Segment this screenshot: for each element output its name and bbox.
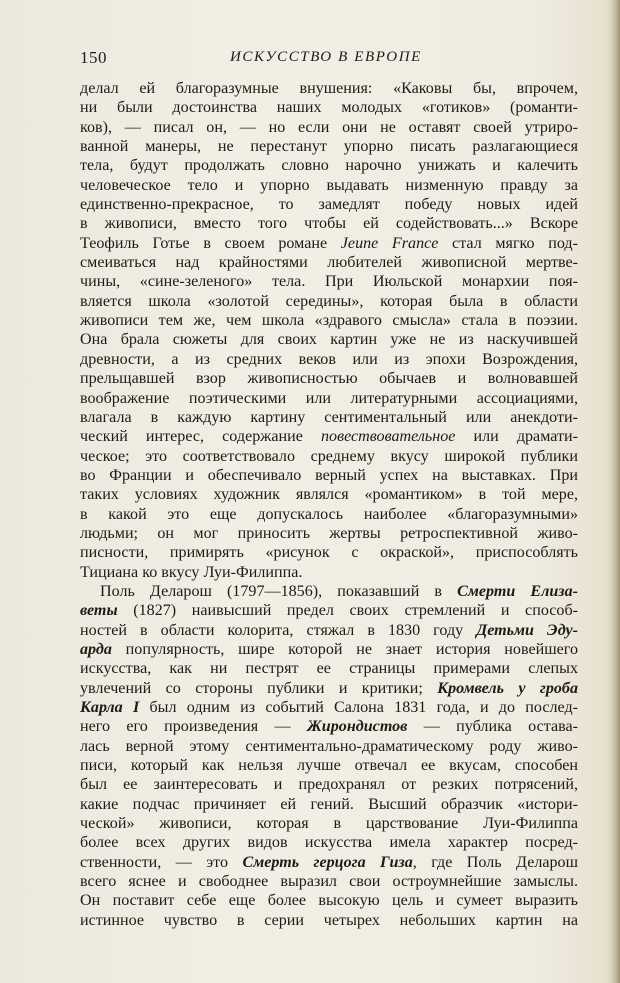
text-run: ческой» живописи, которая в царствование Луи-Филиппа: [80, 815, 578, 833]
text-line: [80, 408, 578, 427]
text-run: таких условиях художник являлся «романтиком» в той мере,: [80, 486, 578, 504]
emphasized-title: Кромвель у гроба: [437, 679, 578, 697]
text-run: влагала в каждую картину сентиментальный или анекдоти-: [80, 408, 578, 426]
text-line: [80, 369, 578, 388]
text-line: [80, 853, 578, 872]
text-line: [80, 756, 578, 775]
text-run: него его произведения —: [80, 718, 307, 736]
text-run: увлечений со стороны публики и критики;: [80, 679, 438, 697]
text-run: истинное чувство в серии четырех небольших картин на: [80, 911, 578, 929]
text-run: во Франции и обеспечивало верный успех на выставках. При: [80, 466, 578, 484]
text-run: ственности, — это: [80, 853, 243, 871]
page-number: 150: [80, 48, 107, 67]
text-run: более всех других видов искусства имела характер посред-: [80, 834, 578, 852]
text-run: Тициана ко вкусу Луи-Филиппа.: [80, 563, 303, 581]
page-header: [80, 48, 577, 74]
emphasized-title: Карла I: [80, 699, 140, 716]
text-run: прельщавшей взор живописностью обычаев и волновавшей: [80, 370, 578, 388]
text-run: ностей в области колорита, стяжал в 1830 году: [80, 621, 477, 639]
text-line: [80, 79, 578, 98]
emphasized-title: Смерть герцога Гиза: [242, 853, 413, 871]
running-title: ИСКУССТВО В ЕВРОПЕ: [230, 49, 422, 65]
text-line: [80, 621, 578, 640]
text-run: Он поставит себе еще более высокую цель и сумеет выразить: [80, 892, 578, 910]
text-line: [80, 640, 578, 659]
text-line: [80, 659, 578, 678]
text-run: был ее заинтересовать и предохранял от резких потрясений,: [80, 776, 578, 794]
text-run: смеиваться над крайностями любителей живописной мертве-: [80, 254, 578, 272]
text-line: [80, 447, 578, 466]
text-run: единственно-прекрасное, то замедлят победу новых идей: [80, 196, 578, 214]
text-line: [80, 350, 578, 369]
text-run: ванной манеры, не перестанут упорно писать разлагающиеся: [80, 138, 578, 156]
text-line: [80, 717, 578, 736]
text-line: [80, 98, 578, 117]
text-line: [80, 814, 578, 833]
text-run: — публика остава-: [407, 718, 578, 736]
text-run: лась верной этому сентиментально-драматическому роду живо-: [80, 737, 578, 755]
text-line: [80, 698, 578, 717]
text-run: воображение поэтическими или литературными ассоциациями,: [80, 389, 578, 407]
text-line: [80, 330, 578, 349]
emphasized-title: веты: [80, 602, 118, 620]
text-line: [80, 563, 578, 582]
text-run: в какой это еще допускалось наиболее «благоразумными»: [80, 505, 578, 523]
text-run: ков), — писал он, — но если они не оставят своей утриро-: [80, 118, 578, 136]
text-run: (1827) наивысший предел своих стремлений и способ-: [117, 602, 578, 620]
text-line: [80, 601, 578, 620]
text-run: искусства, как ни пестрят ее страницы примерами слепых: [80, 660, 578, 678]
text-line: [80, 737, 578, 756]
emphasized-title: арда: [80, 640, 112, 658]
emphasized-title: Смерти Елиза-: [457, 582, 578, 600]
text-run: или драмати-: [455, 428, 578, 446]
text-run: ни были достоинства наших молодых «готиков» (романти-: [80, 99, 578, 117]
text-run: ческий интерес, содержание: [80, 428, 321, 446]
text-run: ческое; это соответствовало среднему вкусу широкой публики: [80, 447, 578, 465]
text-run: , где Поль Деларош: [412, 853, 578, 871]
text-run: человеческое тело и упорно выдавать низменную правду за: [80, 176, 578, 194]
text-line: [80, 485, 578, 504]
emphasized-title: Жирондистов: [307, 718, 408, 736]
text-line: [80, 891, 578, 910]
text-line: [80, 137, 578, 156]
emphasized-title: Jeune France: [340, 234, 439, 252]
text-line: [80, 795, 578, 814]
text-run: в живописи, вместо того чтобы ей содействовать...» Вскоре: [80, 215, 578, 233]
text-line: [80, 543, 578, 562]
text-run: всего яснее и свободнее выразил свои остроумнейшие замыслы.: [80, 873, 578, 891]
text-line: [80, 582, 578, 601]
text-run: людьми; он мог приносить жертвы ретроспективной живо-: [80, 524, 578, 542]
text-line: [80, 679, 578, 698]
emphasized-title: Детьми Эду-: [476, 621, 579, 639]
text-line: [80, 272, 578, 291]
text-line: [80, 176, 578, 195]
text-line: [80, 234, 578, 253]
text-run: чины, «сине-зеленого» тела. При Июльской монархии поя-: [80, 273, 578, 291]
text-run: древности, а из средних веков или из эпохи Возрождения,: [80, 350, 578, 368]
text-line: [80, 156, 578, 175]
text-run: живописи тем же, чем школа «здравого смысла» стала в поэзии.: [80, 312, 578, 330]
body-text: [80, 79, 578, 930]
text-line: [80, 775, 578, 794]
text-run: был одним из событий Салона 1831 года, и до послед-: [139, 699, 578, 716]
text-line: [80, 505, 578, 524]
text-run: какие подчас причиняет ей гений. Высший образчик «истори-: [80, 795, 578, 813]
text-run: вляется школа «золотой середины», которая была в области: [80, 292, 578, 310]
text-line: [80, 911, 578, 930]
text-run: Поль Деларош (1797—1856), показавший в: [100, 582, 458, 600]
text-line: [80, 427, 578, 446]
page-edge-shadow: [610, 0, 620, 983]
text-run: популярность, шире которой не знает история новейшего: [111, 640, 578, 658]
text-line: [80, 292, 578, 311]
text-line: [80, 872, 578, 891]
text-run: делал ей благоразумные внушения: «Каковы бы, впрочем,: [80, 80, 578, 97]
text-line: [80, 195, 578, 214]
text-line: [80, 214, 578, 233]
text-line: [80, 311, 578, 330]
text-run: писи, который как нельзя лучше отвечал ее вкусам, способен: [80, 757, 578, 775]
text-line: [80, 389, 578, 408]
text-run: писности, примирять «рисунок с окраской», приспособлять: [80, 544, 578, 562]
emphasized-title: повествовательное: [320, 428, 456, 446]
text-run: Теофиль Готье в своем романе: [80, 234, 341, 252]
text-run: тела, будут продолжать словно нарочно унижать и калечить: [80, 157, 578, 175]
text-run: стал мягко под-: [438, 234, 578, 252]
text-run: Она брала сюжеты для своих картин уже не из наскучившей: [80, 331, 578, 349]
text-line: [80, 253, 578, 272]
text-line: [80, 524, 578, 543]
text-line: [80, 118, 578, 137]
text-line: [80, 466, 578, 485]
text-line: [80, 833, 578, 852]
